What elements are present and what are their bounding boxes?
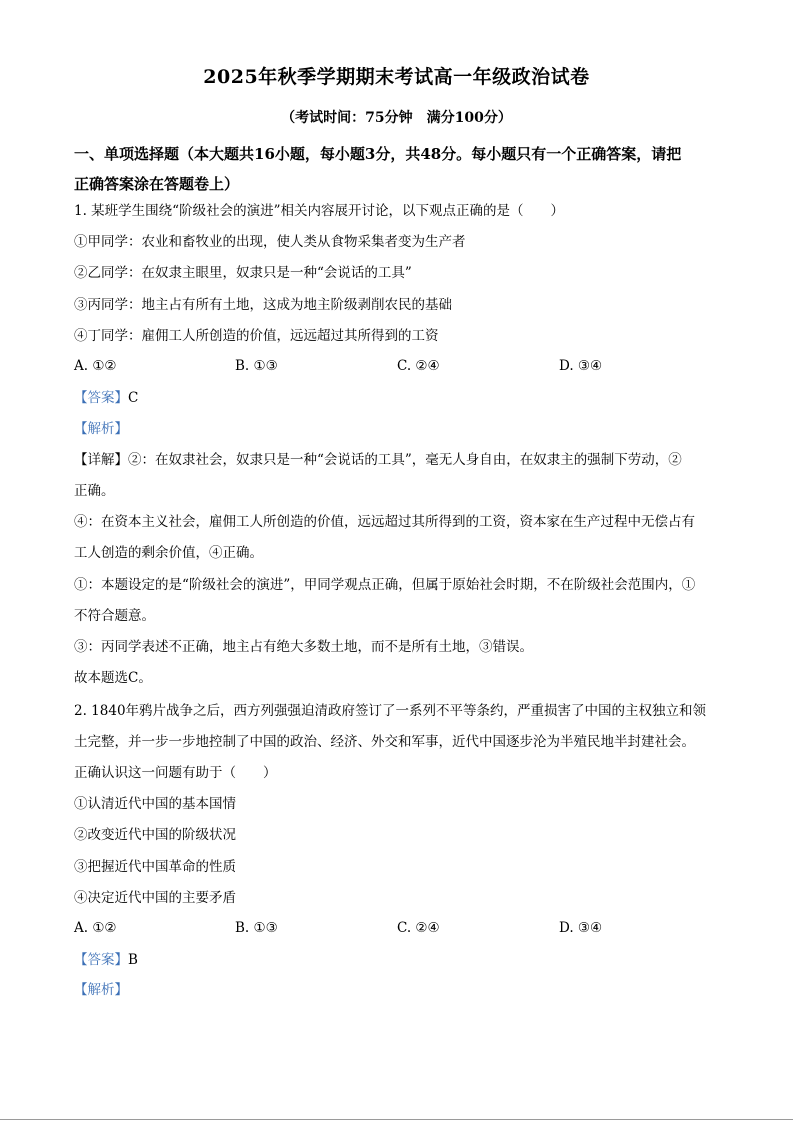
q1-analysis-tag: 【解析】 bbox=[74, 421, 128, 437]
q2-option-c: C. ②④ bbox=[397, 920, 440, 936]
q2-stem-line-3: 正确认识这一问题有助于（ ） bbox=[74, 765, 277, 781]
q2-option-a: A. ①② bbox=[74, 920, 117, 936]
q1-detail-line-8: 故本题选C。 bbox=[74, 670, 152, 686]
q2-analysis-tag: 【解析】 bbox=[74, 982, 128, 998]
q1-detail-line-3: ④：在资本主义社会，雇佣工人所创造的价值，远远超过其所得到的工资，资本家在生产过程中无偿占有 bbox=[74, 514, 695, 530]
q1-option-b: B. ①③ bbox=[235, 358, 278, 374]
q1-item-1: ①甲同学：农业和畜牧业的出现，使人类从食物采集者变为生产者 bbox=[74, 234, 466, 250]
q2-answer-line bbox=[74, 951, 138, 969]
q2-item-3: ③把握近代中国革命的性质 bbox=[74, 859, 236, 875]
exam-subtitle: （考试时间：75分钟 满分100分） bbox=[281, 110, 512, 126]
q2-option-b: B. ①③ bbox=[235, 920, 278, 936]
q2-item-4: ④决定近代中国的主要矛盾 bbox=[74, 890, 236, 906]
q1-item-2: ②乙同学：在奴隶主眼里，奴隶只是一种“会说话的工具” bbox=[74, 265, 412, 281]
q1-detail-line-5: ①：本题设定的是“阶级社会的演进”，甲同学观点正确，但属于原始社会时期，不在阶级社会范围内，① bbox=[74, 577, 696, 593]
q1-option-d: D. ③④ bbox=[559, 358, 603, 374]
q1-item-3: ③丙同学：地主占有所有土地，这成为地主阶级剥削农民的基础 bbox=[74, 297, 452, 313]
q2-option-d: D. ③④ bbox=[559, 920, 603, 936]
q2-stem-line-2: 土完整，并一步一步地控制了中国的政治、经济、外交和军事，近代中国逐步沦为半殖民地半封建社会。 bbox=[74, 734, 695, 750]
section-heading-line-2: 正确答案涂在答题卷上） bbox=[74, 175, 240, 193]
q1-stem: 1. 某班学生围绕“阶级社会的演进”相关内容展开讨论，以下观点正确的是（ ） bbox=[74, 203, 564, 219]
q1-option-a: A. ①② bbox=[74, 358, 117, 374]
q1-detail-line-6: 不符合题意。 bbox=[74, 608, 155, 624]
section-heading bbox=[74, 139, 734, 199]
q1-detail-line-1: 【详解】②：在奴隶社会，奴隶只是一种“会说话的工具”，毫无人身自由，在奴隶主的强制下劳动，② bbox=[74, 452, 682, 468]
q1-answer-value: C bbox=[128, 390, 139, 406]
q2-stem-line-1: 2. 1840年鸦片战争之后，西方列强强迫清政府签订了一系列不平等条约，严重损害了中国的主权独立和领 bbox=[74, 703, 707, 719]
q2-item-2: ②改变近代中国的阶级状况 bbox=[74, 827, 236, 843]
page-bottom-rule bbox=[0, 1119, 793, 1120]
q1-item-4: ④丁同学：雇佣工人所创造的价值，远远超过其所得到的工资 bbox=[74, 328, 439, 344]
q1-answer-tag: 【答案】 bbox=[74, 390, 128, 406]
q2-item-1: ①认清近代中国的基本国情 bbox=[74, 796, 236, 812]
q2-answer-tag: 【答案】 bbox=[74, 952, 128, 968]
q2-analysis-line bbox=[74, 981, 128, 999]
q1-detail-line-4: 工人创造的剩余价值，④正确。 bbox=[74, 545, 263, 561]
q1-analysis-line bbox=[74, 420, 128, 438]
q1-detail-line-2: 正确。 bbox=[74, 483, 115, 499]
q1-detail-line-7: ③：丙同学表述不正确，地主占有绝大多数土地，而不是所有土地，③错误。 bbox=[74, 639, 533, 655]
q1-option-c: C. ②④ bbox=[397, 358, 440, 374]
section-heading-line-1: 一、单项选择题（本大题共16小题，每小题3分，共48分。每小题只有一个正确答案，请把 bbox=[74, 145, 682, 163]
q2-answer-value: B bbox=[128, 952, 138, 968]
q1-answer-line bbox=[74, 389, 138, 407]
exam-title: 2025年秋季学期期末考试高一年级政治试卷 bbox=[203, 66, 590, 88]
